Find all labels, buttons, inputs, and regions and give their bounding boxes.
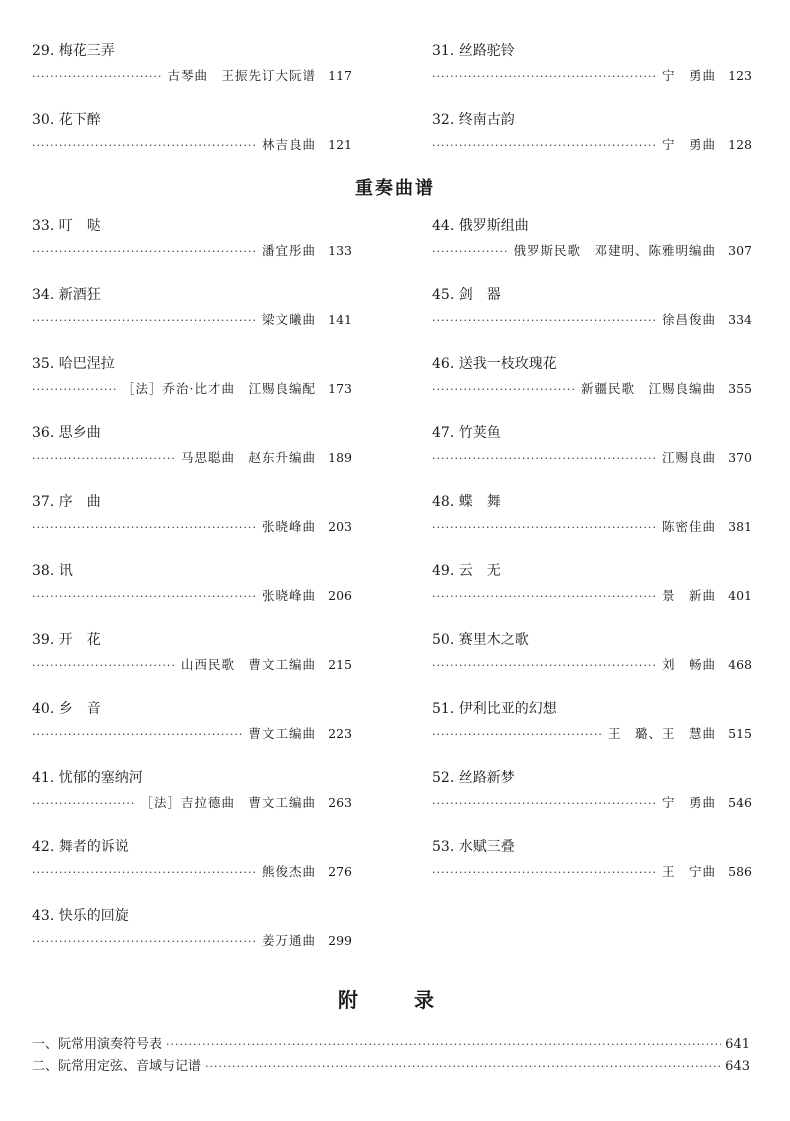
entry-title: 46. 送我一枝玫瑰花 — [432, 356, 557, 372]
toc-entry — [32, 355, 352, 405]
dot-leader — [432, 243, 509, 261]
dot-leader — [32, 519, 258, 537]
entry-page: 121 — [328, 137, 352, 152]
dot-leader — [32, 243, 258, 261]
entry-title: 43. 快乐的回旋 — [32, 908, 129, 924]
entry-page: 263 — [328, 795, 352, 810]
dot-leader — [432, 312, 658, 330]
toc-entry — [432, 286, 752, 336]
dot-leader — [432, 657, 658, 675]
entry-title: 53. 水赋三叠 — [432, 839, 515, 855]
entry-page: 206 — [328, 588, 352, 603]
toc-entry — [32, 562, 352, 612]
entry-composer: 姜万通曲 — [261, 933, 316, 948]
toc-entry — [32, 700, 352, 750]
dot-leader — [432, 450, 658, 468]
entry-title: 45. 剑 器 — [432, 287, 501, 303]
dot-leader — [205, 1057, 721, 1077]
entry-composer: 俄罗斯民歌 邓建明、陈雅明编曲 — [513, 243, 716, 258]
toc-entry — [432, 631, 752, 681]
toc-entry — [432, 562, 752, 612]
entry-title: 48. 蝶 舞 — [432, 494, 501, 510]
dot-leader — [432, 726, 604, 744]
entry-line — [32, 932, 352, 950]
toc-entry — [32, 424, 352, 474]
dot-leader — [32, 657, 177, 675]
entry-line — [32, 656, 352, 674]
entry-composer: 王 宁曲 — [661, 864, 716, 879]
appendix-page: 641 — [725, 1037, 750, 1052]
entry-page: 401 — [728, 588, 752, 603]
entry-page: 586 — [728, 864, 752, 879]
entry-title: 36. 思乡曲 — [32, 425, 101, 441]
entry-composer: 林吉良曲 — [261, 137, 316, 152]
entry-composer: 曹文工编曲 — [248, 726, 316, 741]
entry-page: 381 — [728, 519, 752, 534]
entry-line — [32, 794, 352, 812]
entry-line — [32, 449, 352, 467]
entry-page: 223 — [328, 726, 352, 741]
entry-page: 307 — [728, 243, 752, 258]
entry-page: 117 — [328, 68, 352, 83]
entry-composer: 新疆民歌 江赐良编曲 — [580, 381, 716, 396]
entry-composer: ［法］吉拉德曲 曹文工编曲 — [140, 795, 316, 810]
entry-page: 468 — [728, 657, 752, 672]
entry-title: 39. 开 花 — [32, 632, 101, 648]
entry-composer: 王 璐、王 慧曲 — [607, 726, 716, 741]
entry-composer: 陈密佳曲 — [661, 519, 716, 534]
dot-leader — [32, 312, 258, 330]
toc-entry — [32, 42, 352, 92]
entry-title: 38. 讯 — [32, 563, 73, 579]
entry-composer: 古琴曲 王振先订大阮谱 — [167, 68, 316, 83]
entry-title: 41. 忧郁的塞纳河 — [32, 770, 143, 786]
appendix-label: 二、阮常用定弦、音域与记谱 — [32, 1059, 202, 1074]
entry-page: 276 — [328, 864, 352, 879]
toc-entry — [432, 355, 752, 405]
entry-title: 50. 赛里木之歌 — [432, 632, 529, 648]
entry-line — [432, 380, 752, 398]
entry-line — [32, 67, 352, 85]
entry-title: 51. 伊利比亚的幻想 — [432, 701, 557, 717]
entry-title: 31. 丝路驼铃 — [432, 43, 515, 59]
entry-line — [32, 136, 352, 154]
entry-page: 141 — [328, 312, 352, 327]
dot-leader — [32, 795, 136, 813]
toc-entry — [32, 769, 352, 819]
entry-title: 30. 花下醉 — [32, 112, 101, 128]
entry-title: 35. 哈巴涅拉 — [32, 356, 115, 372]
entry-line — [32, 725, 352, 743]
entry-composer: 江赐良曲 — [661, 450, 716, 465]
entry-line — [32, 587, 352, 605]
dot-leader — [32, 726, 244, 744]
entry-line — [432, 656, 752, 674]
dot-leader — [166, 1035, 721, 1055]
dot-leader — [32, 588, 258, 606]
entry-page: 515 — [728, 726, 752, 741]
entry-line — [432, 67, 752, 85]
entry-title: 42. 舞者的诉说 — [32, 839, 129, 855]
entry-line — [32, 380, 352, 398]
entry-page: 334 — [728, 312, 752, 327]
toc-entry — [432, 838, 752, 888]
entry-composer: 梁文曦曲 — [261, 312, 316, 327]
entry-composer: ［法］乔治·比才曲 江赐良编配 — [122, 381, 316, 396]
entry-composer: 宁 勇曲 — [661, 68, 716, 83]
entry-line — [432, 136, 752, 154]
entry-line — [32, 863, 352, 881]
entry-composer: 山西民歌 曹文工编曲 — [180, 657, 316, 672]
entry-page: 299 — [328, 933, 352, 948]
entry-line — [432, 311, 752, 329]
entry-page: 215 — [328, 657, 352, 672]
appendix-entry — [32, 1035, 750, 1055]
entry-line — [432, 242, 752, 260]
dot-leader — [32, 137, 258, 155]
dot-leader — [432, 381, 577, 399]
entry-page: 133 — [328, 243, 352, 258]
entry-title: 33. 叮 哒 — [32, 218, 101, 234]
toc-entry — [32, 217, 352, 267]
entry-composer: 徐昌俊曲 — [661, 312, 716, 327]
toc-entry — [432, 111, 752, 161]
dot-leader — [432, 588, 658, 606]
entry-page: 546 — [728, 795, 752, 810]
entry-page: 128 — [728, 137, 752, 152]
entry-line — [32, 242, 352, 260]
toc-entry — [432, 700, 752, 750]
entry-line — [432, 794, 752, 812]
entry-title: 29. 梅花三弄 — [32, 43, 115, 59]
entry-line — [432, 863, 752, 881]
dot-leader — [432, 68, 658, 86]
entry-composer: 张晓峰曲 — [261, 588, 316, 603]
toc-entry — [432, 217, 752, 267]
entry-title: 37. 序 曲 — [32, 494, 101, 510]
entry-title: 49. 云 无 — [432, 563, 501, 579]
toc-entry — [32, 838, 352, 888]
dot-leader — [32, 864, 258, 882]
entry-composer: 刘 畅曲 — [661, 657, 716, 672]
entry-title: 47. 竹荚鱼 — [432, 425, 501, 441]
toc-entry — [432, 424, 752, 474]
entry-line — [432, 518, 752, 536]
entry-title: 52. 丝路新梦 — [432, 770, 515, 786]
entry-page: 355 — [728, 381, 752, 396]
appendix-label: 一、阮常用演奏符号表 — [32, 1037, 163, 1052]
dot-leader — [32, 68, 163, 86]
entry-page: 173 — [328, 381, 352, 396]
entry-page: 189 — [328, 450, 352, 465]
entry-page: 203 — [328, 519, 352, 534]
toc-entry — [32, 631, 352, 681]
toc-entry — [32, 286, 352, 336]
toc-entry — [32, 907, 352, 957]
dot-leader — [432, 864, 658, 882]
entry-composer: 熊俊杰曲 — [261, 864, 316, 879]
toc-entry — [432, 42, 752, 92]
section-heading-appendix: 附 录 — [338, 988, 452, 1012]
entry-line — [432, 587, 752, 605]
dot-leader — [432, 795, 658, 813]
dot-leader — [432, 137, 658, 155]
entry-composer: 潘宜彤曲 — [261, 243, 316, 258]
toc-entry — [32, 111, 352, 161]
entry-composer: 张晓峰曲 — [261, 519, 316, 534]
dot-leader — [32, 933, 258, 951]
entry-composer: 宁 勇曲 — [661, 137, 716, 152]
entry-title: 40. 乡 音 — [32, 701, 101, 717]
section-heading-ensemble: 重奏曲谱 — [355, 178, 435, 199]
entry-line — [432, 449, 752, 467]
dot-leader — [32, 381, 118, 399]
entry-line — [32, 311, 352, 329]
dot-leader — [32, 450, 177, 468]
entry-composer: 景 新曲 — [661, 588, 716, 603]
entry-composer: 宁 勇曲 — [661, 795, 716, 810]
appendix-page: 643 — [725, 1059, 750, 1074]
entry-title: 44. 俄罗斯组曲 — [432, 218, 529, 234]
entry-page: 370 — [728, 450, 752, 465]
entry-title: 32. 终南古韵 — [432, 112, 515, 128]
appendix-entry — [32, 1057, 750, 1077]
entry-line — [32, 518, 352, 536]
toc-entry — [32, 493, 352, 543]
entry-composer: 马思聪曲 赵东升编曲 — [180, 450, 316, 465]
entry-title: 34. 新酒狂 — [32, 287, 101, 303]
entry-page: 123 — [728, 68, 752, 83]
dot-leader — [432, 519, 658, 537]
entry-line — [432, 725, 752, 743]
toc-entry — [432, 493, 752, 543]
toc-entry — [432, 769, 752, 819]
